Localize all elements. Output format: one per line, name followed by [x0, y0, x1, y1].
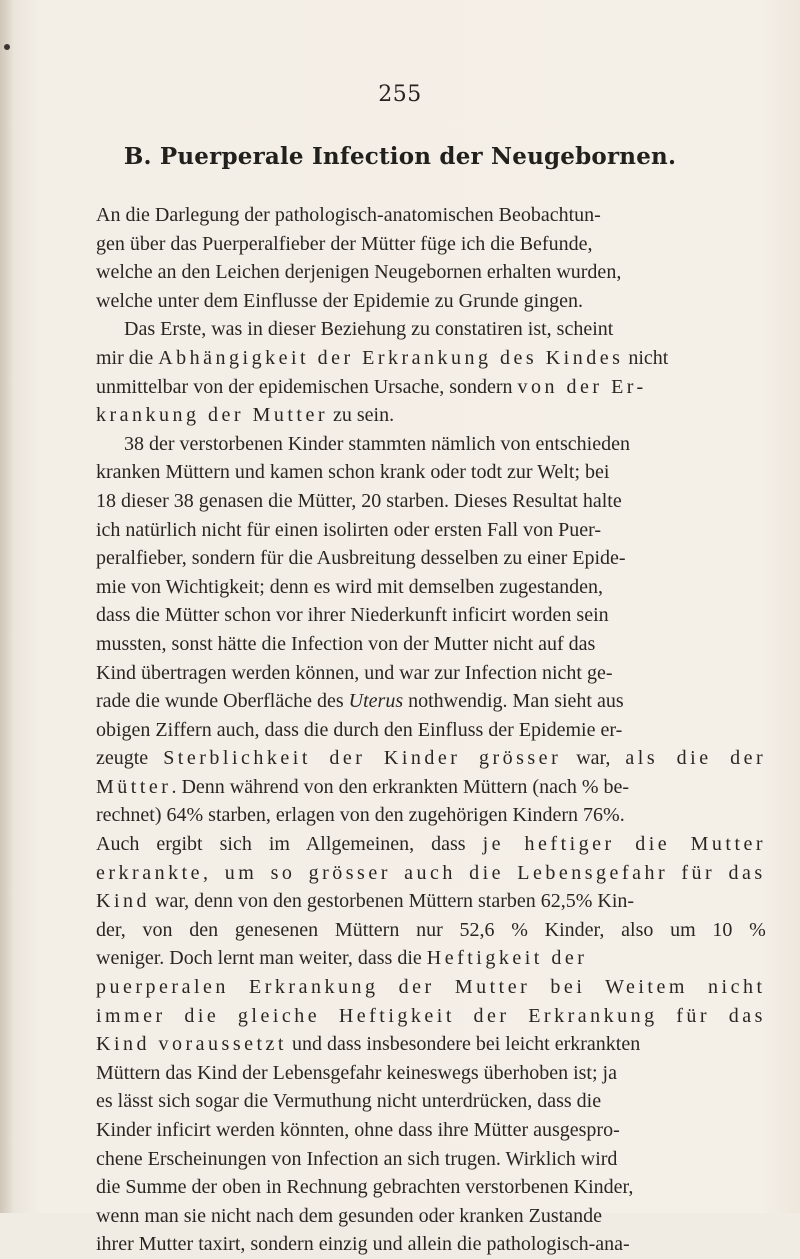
- text-line: die Summe der oben in Rechnung gebrachten verstorbenen Kinder,: [96, 1176, 634, 1199]
- text-line: Kind war, denn von den gestorbenen Müttern starben 62,5% Kin-: [96, 890, 635, 913]
- spaced-emphasis: Mütter: [96, 775, 172, 798]
- spaced-emphasis: je heftiger die Mutter: [482, 833, 766, 856]
- spaced-emphasis: erkrankte, um so grösser auch die Lebensgefahr für das: [96, 861, 766, 884]
- text-line: kranken Müttern und kamen schon krank oder todt zur Welt; bei: [96, 461, 610, 484]
- spaced-emphasis: krankung der Mutter: [96, 404, 329, 427]
- text-line: wenn man sie nicht nach dem gesunden oder kranken Zustande: [96, 1204, 602, 1227]
- section-heading: B. Puerperale Infection der Neugebornen.: [123, 143, 677, 170]
- text-line: Müttern das Kind der Lebensgefahr keineswegs überhoben ist; ja: [96, 1061, 617, 1084]
- text-line: An die Darlegung der pathologisch-anatomischen Beobachtun-: [96, 204, 601, 226]
- spaced-emphasis: puerperalen Erkrankung der Mutter bei Weitem nicht: [96, 976, 766, 999]
- text-line: Kind voraussetzt und dass insbesondere bei leicht erkrankten: [96, 1033, 641, 1056]
- text-line: mie von Wichtigkeit; denn es wird mit demselben zugestanden,: [96, 575, 604, 598]
- text-line: Mütter. Denn während von den erkrankten Müttern (nach % be-: [96, 775, 630, 798]
- spaced-emphasis: von der Er-: [517, 375, 647, 398]
- text-line: welche unter dem Einflusse der Epidemie zu Grunde gingen.: [96, 289, 584, 312]
- text-line: Kind übertragen werden können, und war zur Infection nicht ge-: [96, 661, 613, 684]
- spaced-emphasis: Kind voraussetzt: [96, 1033, 287, 1056]
- text-line: unmittelbar von der epidemischen Ursache, sondern von der Er-: [96, 375, 647, 398]
- text-line: peralfieber, sondern für die Ausbreitung desselben zu einer Epide-: [96, 547, 626, 570]
- text-line: [96, 1002, 766, 1031]
- page-binding-shadow: [0, 0, 14, 1213]
- text-line: 18 dieser 38 genasen die Mütter, 20 starben. Dieses Resultat halte: [96, 489, 622, 512]
- text-line: mussten, sonst hätte die Infection von der Mutter nicht auf das: [96, 632, 596, 655]
- text-line: welche an den Leichen derjenigen Neugebornen erhalten wurden,: [96, 261, 622, 284]
- ink-dot: [4, 44, 10, 50]
- italic-term: Uterus: [348, 690, 404, 713]
- spaced-emphasis: Abhängigkeit der Erkrankung des Kindes: [158, 346, 624, 369]
- spaced-emphasis: Heftigkeit der: [426, 947, 588, 970]
- spaced-emphasis: Kind: [96, 890, 150, 913]
- text-line: gen über das Puerperalfieber der Mütter füge ich die Befunde,: [96, 232, 593, 255]
- spaced-emphasis: immer die gleiche Heftigkeit der Erkrankung für das: [96, 1004, 766, 1027]
- text-line: Kinder inficirt werden könnten, ohne dass ihre Mütter ausgespro-: [96, 1119, 620, 1141]
- text-line: Auch ergibt sich im Allgemeinen, dass je heftiger die Mutter: [96, 833, 766, 856]
- text-line: weniger. Doch lernt man weiter, dass die Heftigkeit der: [96, 947, 588, 970]
- text-line: rechnet) 64% starben, erlagen von den zugehörigen Kindern 76%.: [96, 804, 625, 827]
- text-line: [96, 859, 766, 888]
- text-line: dass die Mütter schon vor ihrer Niederkunft inficirt worden sein: [96, 604, 609, 627]
- text-line: Das Erste, was in dieser Beziehung zu constatiren ist, scheint: [124, 318, 614, 341]
- page-number: 255: [378, 82, 422, 107]
- text-line: chene Erscheinungen von Infection an sich trugen. Wirklich wird: [96, 1147, 618, 1170]
- text-line: [96, 973, 766, 1002]
- text-line: obigen Ziffern auch, dass die durch den Einfluss der Epidemie er-: [96, 718, 623, 741]
- text-line: rade die wunde Oberfläche des Uterus nothwendig. Man sieht aus: [96, 690, 624, 713]
- text-line: der, von den genesenen Müttern nur 52,6 % Kinder, also um 10 %: [96, 918, 766, 941]
- text-line: mir die Abhängigkeit der Erkrankung des Kindes nicht: [96, 346, 669, 369]
- text-line: es lässt sich sogar die Vermuthung nicht unterdrücken, dass die: [96, 1090, 602, 1113]
- text-line: zeugte Sterblichkeit der Kinder grösser war, als die der: [96, 747, 766, 770]
- spaced-emphasis: Sterblichkeit der Kinder grösser: [163, 747, 562, 770]
- text-line: ihrer Mutter taxirt, sondern einzig und allein die pathologisch-ana-: [96, 1233, 630, 1256]
- text-line: 38 der verstorbenen Kinder stammten nämlich von entschieden: [124, 432, 630, 455]
- spaced-emphasis: als die der: [625, 747, 766, 770]
- text-line: krankung der Mutter zu sein.: [96, 404, 395, 427]
- text-line: ich natürlich nicht für einen isolirten oder ersten Fall von Puer-: [96, 518, 602, 541]
- body-text: [96, 201, 766, 1259]
